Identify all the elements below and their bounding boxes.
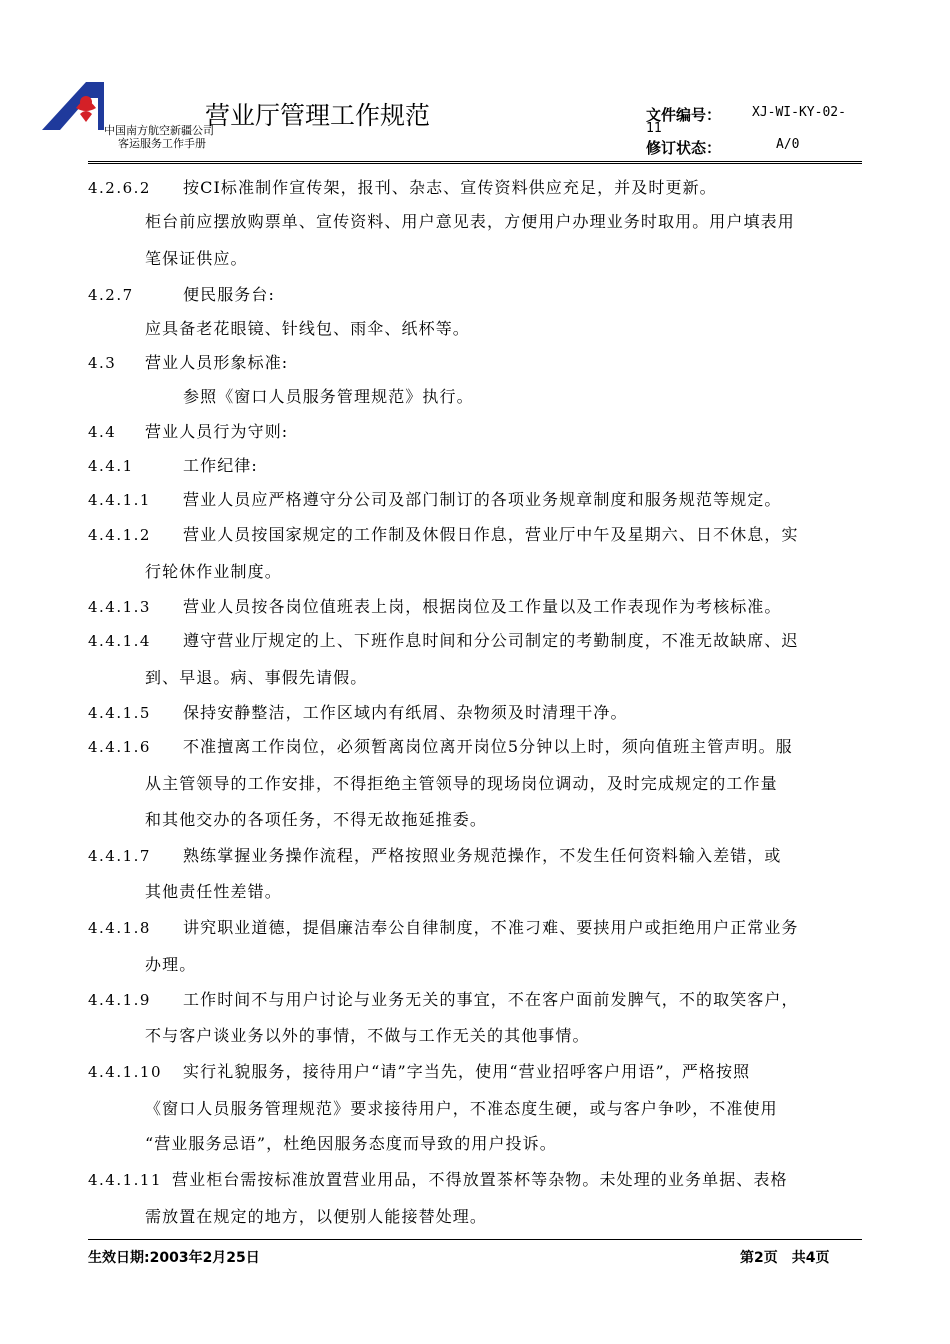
clause-number: 4.4.1.8 (88, 919, 151, 937)
clause-text: 实行礼貌服务，接待用户“请”字当先，使用“营业招呼客户用语”，严格按照 (183, 1062, 751, 1081)
clause-text: 工作纪律: (183, 456, 258, 475)
clause-text: 柜台前应摆放购票单、宣传资料、用户意见表，方便用户办理业务时取用。用户填表用 (145, 212, 795, 231)
clause-text: 按CI标准制作宣传架，报刊、杂志、宣传资料供应充足，并及时更新。 (183, 178, 717, 197)
clause-text: 工作时间不与用户讨论与业务无关的事宜，不在客户面前发脾气，不的取笑客户， (183, 990, 799, 1009)
clause-text: “营业服务忌语”，杜绝因服务态度而导致的用户投诉。 (145, 1134, 557, 1153)
clause-text: 营业人员形象标准: (145, 353, 289, 372)
clause-text: 不与客户谈业务以外的事情，不做与工作无关的其他事情。 (145, 1026, 590, 1045)
clause-number: 4.4.1.5 (88, 704, 151, 722)
clause-number: 4.4 (88, 423, 117, 441)
clause-text: 不准擅离工作岗位，必须暂离岗位离开岗位5分钟以上时，须向值班主管声明。服 (183, 737, 793, 756)
effective-date: 生效日期:2003年2月25日 (88, 1250, 260, 1266)
clause-text: 营业人员行为守则: (145, 422, 289, 441)
clause-text: 熟练掌握业务操作流程，严格按照业务规范操作，不发生任何资料输入差错，或 (183, 846, 782, 865)
manual-name: 客运服务工作手册 (118, 137, 206, 150)
clause-number: 4.4.1.9 (88, 991, 151, 1009)
clause-number: 4.2.7 (88, 286, 134, 304)
clause-text: 笔保证供应。 (145, 249, 248, 268)
clause-number: 4.4.1.3 (88, 598, 151, 616)
page-number: 第2页 共4页 (740, 1250, 830, 1266)
header-rule (88, 161, 862, 162)
clause-text: 《窗口人员服务管理规范》要求接待用户，不准态度生硬，或与客户争吵，不准使用 (145, 1099, 778, 1118)
clause-number: 4.4.1.10 (88, 1063, 163, 1081)
clause-text: 遵守营业厅规定的上、下班作息时间和分公司制定的考勤制度，不准无故缺席、迟 (183, 631, 799, 650)
clause-text: 从主管领导的工作安排，不得拒绝主管领导的现场岗位调动，及时完成规定的工作量 (145, 774, 778, 793)
revision-value: A/0 (776, 137, 800, 152)
clause-text: 和其他交办的各项任务，不得无故拖延推委。 (145, 810, 488, 829)
clause-number: 4.4.1.1 (88, 491, 151, 509)
clause-text: 营业人员按国家规定的工作制及休假日作息，营业厅中午及星期六、日不休息，实 (183, 525, 799, 544)
clause-number: 4.4.1.6 (88, 738, 151, 756)
clause-number: 4.3 (88, 354, 117, 372)
clause-text: 保持安静整洁，工作区域内有纸屑、杂物须及时清理干净。 (183, 703, 628, 722)
doc-number-value-cont: 11 (646, 121, 662, 136)
clause-text: 行轮休作业制度。 (145, 562, 282, 581)
clause-number: 4.2.6.2 (88, 179, 151, 197)
footer-rule (88, 1239, 862, 1240)
header-rule-second (88, 163, 862, 164)
company-name: 中国南方航空新疆公司 (104, 124, 214, 137)
clause-number: 4.4.1.7 (88, 847, 151, 865)
clause-text: 营业人员按各岗位值班表上岗，根据岗位及工作量以及工作表现作为考核标准。 (183, 597, 782, 616)
clause-text: 其他责任性差错。 (145, 882, 282, 901)
clause-number: 4.4.1.4 (88, 632, 151, 650)
clause-text: 营业人员应严格遵守分公司及部门制订的各项业务规章制度和服务规范等规定。 (183, 490, 782, 509)
doc-number-value: XJ-WI-KY-02- (752, 105, 846, 120)
clause-text: 便民服务台: (183, 285, 275, 304)
clause-text: 讲究职业道德，提倡廉洁奉公自律制度，不准刁难、要挟用户或拒绝用户正常业务 (183, 918, 799, 937)
clause-text: 参照《窗口人员服务管理规范》执行。 (183, 387, 474, 406)
page-title: 营业厅管理工作规范 (205, 101, 431, 130)
clause-number: 4.4.1.2 (88, 526, 151, 544)
clause-text: 营业柜台需按标准放置营业用品，不得放置茶杯等杂物。未处理的业务单据、表格 (172, 1170, 788, 1189)
revision-label: 修订状态： (646, 139, 722, 157)
clause-text: 办理。 (145, 955, 197, 974)
clause-text: 到、早退。病、事假先请假。 (145, 668, 368, 687)
clause-text: 应具备老花眼镜、针线包、雨伞、纸杯等。 (145, 319, 470, 338)
clause-text: 需放置在规定的地方，以便别人能接替处理。 (145, 1207, 488, 1226)
doc-number-label: 文件编号： (646, 106, 722, 124)
clause-number: 4.4.1 (88, 457, 134, 475)
clause-number: 4.4.1.11 (88, 1171, 163, 1189)
